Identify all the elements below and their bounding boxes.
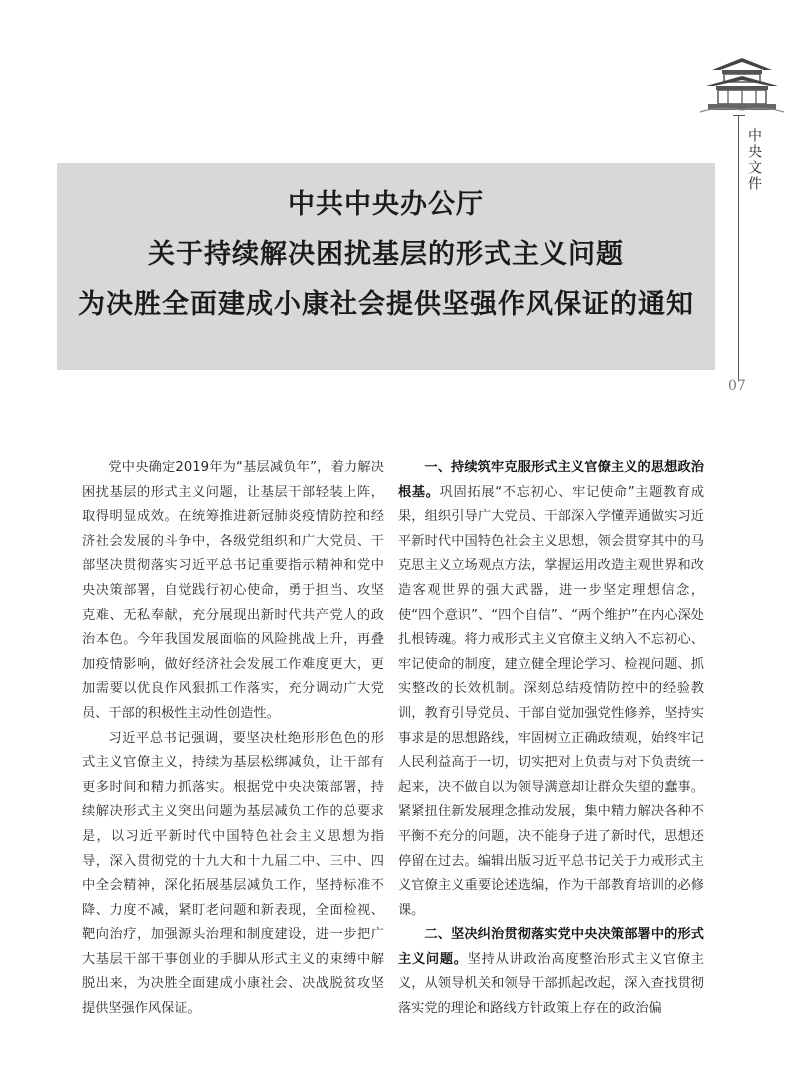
tower-logo-icon (698, 48, 786, 116)
section-label: 中央文件 (746, 128, 762, 192)
section-1 (398, 456, 704, 923)
section-2 (398, 923, 704, 1021)
paragraph: 习近平总书记强调，要坚决杜绝形形色色的形式主义官僚主义，持续为基层松绑减负，让干部有更多时间和精力抓落实。根据党中央决策部署，持续解决形式主义突出问题为基层减负工作的总要求是，以习近平新时代中国特色社会主义思想为指导，深入贯彻党的十九大和十九届二中、三中、四中全会精神，深化拓展基层减负工作，坚持标准不降、力度不减，紧盯老问题和新表现，全面检视、靶向治疗，加强源头治理和制度建设，进一步把广大基层干部干事创业的手脚从形式主义的束缚中解脱出来，为决胜全面建成小康社会、决战脱贫攻坚提供坚强作风保证。 (82, 730, 384, 1017)
right-column (398, 456, 704, 1022)
page-number: 07 (728, 378, 746, 394)
section-heading: 一、持续筑牢克服形式主义官僚主义的思想政治根基。 (398, 460, 704, 500)
paragraph: 党中央确定2019年为“基层减负年”，着力解决困扰基层的形式主义问题，让基层干部轻装上阵，取得明显成效。在统筹推进新冠肺炎疫情防控和经济社会发展的斗争中，各级党组织和广大党员、干部坚决贯彻落实习近平总书记重要指示精神和党中央决策部署，自觉践行初心使命，勇于担当、攻坚克难、无私奉献，充分展现出新时代共产党人的政治本色。今年我国发展面临的风险挑战上升，再叠加疫情影响，做好经济社会发展工作难度更大，更加需要以优良作风狠抓工作落实，充分调动广大党员、干部的积极性主动性创造性。 (82, 460, 384, 721)
title-line-1: 中共中央办公厅 (288, 189, 484, 220)
title-line-3: 为决胜全面建成小康社会提供坚强作风保证的通知 (78, 289, 694, 320)
side-rule (738, 115, 739, 381)
side-rule-tick (733, 115, 745, 116)
section-body: 巩固拓展“不忘初心、牢记使命”主题教育成果，组织引导广大党员、干部深入学懂弄通做实习近平新时代中国特色社会主义思想，领会贯穿其中的马克思主义立场观点方法，掌握运用改造主观世界和改造客观世界的强大武器，进一步坚定理想信念，使“四个意识”、“四个自信”、“两个维护”在内心深处扎根铸魂。将力戒形式主义官僚主义纳入不忘初心、牢记使命的制度，建立健全理论学习、检视问题、抓实整改的长效机制。深刻总结疫情防控中的经验教训，教育引导党员、干部自觉加强党性修养，坚持实事求是的思想路线，牢固树立正确政绩观，始终牢记人民利益高于一切，切实把对上负责与对下负责统一起来，决不做自以为领导满意却让群众失望的蠢事。紧紧扭住新发展理念推动发展，集中精力解决各种不平衡不充分的问题，决不能身子进了新时代，思想还停留在过去。编辑出版习近平总书记关于力戒形式主义官僚主义重要论述选编，作为干部教育培训的必修课。 (398, 484, 705, 918)
title-line-2: 关于持续解决困扰基层的形式主义问题 (148, 239, 624, 270)
section-body: 坚持从讲政治高度整治形式主义官僚主义，从领导机关和领导干部抓起改起，深入查找贯彻落实党的理论和路线方针政策上存在的政治偏 (398, 951, 704, 1017)
left-column (82, 456, 384, 1022)
section-heading: 二、坚决纠治贯彻落实党中央决策部署中的形式主义问题。 (398, 927, 704, 967)
